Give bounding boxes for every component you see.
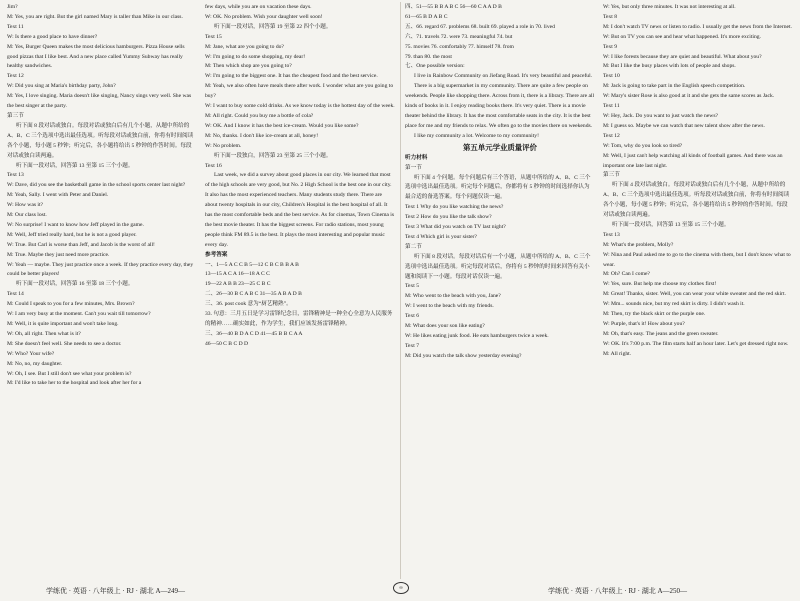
text-line: M: I'd like to take her to the hospital and look after her for a [7,380,142,387]
text-line: 七、One possible version: [405,63,465,70]
text-line: Text 8 [603,13,618,20]
text-line: Text 14 [7,291,24,298]
text-line: 听下面一段对话，回答第 19 至第 22 四个小题。 [213,23,332,30]
text-line: There is a big supermarket in my community. There are quite a few people on weekends. People like shopping there. Across from it, there is a library. There are all kinds of books in it. I enjoy reading books there. It's very quiet. There is a movie theater behind the library. It has the most comfortable seats in the city. It is the best place for me and my friends to relax. We often go to the movies there on weekends. [405,83,595,129]
text-line: 19—22 A B B 23—25 C B C [205,281,271,288]
text-line: W: Hey, Jack. Do you want to just watch the news? [603,112,719,119]
text-line: Text 11 [7,23,24,30]
column-4 [603,3,793,573]
text-line: W: OK. It's 7:00 p.m. The film starts half an hour later. Let's get dressed right now. [603,340,789,347]
text-line: M: Then which shop are you going to? [205,63,292,70]
column-1 [7,3,197,573]
text-line: M: Jack is going to take part in the English speech competition. [603,83,746,90]
text-line: 听下面 8 段对话或独白。每段对话或独白后有几个小题，从题中所给的 A、B、C 三个选项中选出最佳选项。听每段对话或独白前，你将有时间阅读各个小题，每小题 5 秒钟；听完后，各小题将给出 5 秒钟的作答时间。每段对话或独白读两遍。 [7,122,194,159]
text-line: W: Is there a good place to have dinner? [7,33,98,40]
text-line: 75. movies 76. comfortably 77. himself 78. from [405,43,514,50]
text-line: Text 15 [205,33,222,40]
text-line: 听下面一段独白，回答第 23 至第 25 三个小题。 [213,152,332,159]
column-3 [405,3,595,573]
text-line: Text 10 [603,73,620,80]
text-line: M: Did you watch the talk show yesterday evening? [405,352,522,359]
text-line: W: OK. No problem. Wish your daughter well soon! [205,13,323,20]
text-line: W: No problem. [205,142,242,149]
text-line: Text 13 [603,231,620,238]
text-line: W: I want to buy some cold drinks. As we know today is the hottest day of the week. [205,103,395,110]
text-line: M: Could I speak to you for a few minutes, Mrs. Brown? [7,301,135,308]
text-line: W: Who? Your wife? [7,350,55,357]
text-line: W: OK. And I know it has the best ice-cream. Would you like some? [205,122,359,129]
text-line: W: Yes, but only three minutes. It was not interesting at all. [603,4,736,10]
footer-right: 学练优 · 英语 · 八年级上 · RJ · 湖北 A—250— [548,587,688,595]
text-line: W: I'm going to do some shopping, my dear! [205,53,306,60]
text-line: M: Oh? Can I come? [603,271,650,278]
text-line: Text 1 Why do you like watching the news? [405,204,504,211]
text-line: I live in Rainbow Community on Jiefang Road. It's very beautiful and peaceful. [413,73,593,80]
text-line: M: Oh, that's easy. The jeans and the green sweater. [603,330,719,337]
text-line: M: Jane, what are you going to do? [205,43,284,50]
text-line: M: Who went to the beach with you, Jane? [405,293,501,300]
text-line: W: Oh, I see. But I still don't see what your problem is? [7,370,132,377]
text-line: 听下面一段对话，回答第 13 至第 15 三个小题。 [611,221,730,228]
text-line: Text 13 [7,172,24,179]
text-line: 第五单元学业质量评价 [463,142,537,152]
text-line: 二、26—30 B C A B C 31—35 A B A D B [205,291,302,298]
text-line: I like my community a lot. Welcome to my community! [413,132,539,139]
text-line: 听下面 8 段对话。每段对话后有一个小题，从题中所给的 A、B、C 三个选项中选出最佳选项。听完每段对话后，你将有 5 秒钟的时间来回答有关小题和阅读下一小题。每段对话仅读一遍。 [405,253,591,280]
text-line: M: What's the problem, Molly? [603,241,674,248]
text-line: M: True. Maybe they just need more practice. [7,251,110,258]
text-line: M: Yes, I love singing. Maria doesn't like singing, Nancy sings very well. She was the best singer at the party. [7,93,192,110]
text-line: 33. 句意：三月五日是学习雷锋纪念日，雷锋精神是一种全心全意为人民服务的精神……确实如此，作为学生，我们应该发扬雷锋精神。 [205,311,393,327]
page-divider [400,2,401,579]
text-line: Text 6 [405,313,420,320]
text-line: 61—65 B D A B C [405,13,448,20]
text-line: M: No, no, my daughter. [7,360,63,367]
text-line: 五、66. regard 67. problems 68. built 69. played a role in 70. lived [405,23,555,30]
text-line: M: Yes, Burger Queen makes the most delicious hamburgers. Pizza House sells good pizzas that I like best. And a new place called Yummy Subway has really healthy sandwiches. [7,43,185,70]
text-line: 79. than 80. the most [405,53,452,60]
text-line: Text 11 [603,103,620,110]
text-line: W: Nina and Paul asked me to go to the cinema with them, but I don't know what to wear. [603,251,791,268]
text-line: Text 4 Which girl is your sister? [405,233,477,240]
text-line: M: Our class lost. [7,212,47,219]
text-line: 46—50 C B C D D [205,340,249,347]
text-line: 第二节 [405,243,422,250]
text-line: W: He likes eating junk food. He eats hamburgers twice a week. [405,333,549,339]
text-line: few days, while you are on vacation these days. [205,4,312,10]
text-line: Text 12 [603,132,620,139]
text-line: M: Well, Jeff tried really hard, but he is not a good player. [7,231,137,238]
text-line: 参考答案 [205,251,228,258]
text-line: Text 12 [7,73,24,80]
text-line: Text 3 What did you watch on TV last night? [405,224,506,231]
text-line: M: I don't watch TV news or listen to radio. I usually get the news from the Internet. [603,23,792,30]
text-line: M: Yes, you are right. But the girl named Mary is taller than Mike in our class. [7,13,183,20]
text-line: W: True. But Carl is worse than Jeff, and Jacob is the worst of all! [7,241,155,248]
text-line: M: Then, try the black skirt or the purple one. [603,311,706,318]
text-line: 第三节 [7,112,24,119]
text-line: 三、36. post cook 意为“厨艺精熟”。 [205,301,292,308]
text-line: 一、1—5 A C C B 5—12 C B C B B A B [205,261,299,268]
text-line: W: Mary's sister Rose is also good at it and she gets the same scores as Jack. [603,93,775,100]
text-line: W: Yeah — maybe. They just practice once a week. If they practice every day, they could be better players! [7,261,194,278]
text-line: W: I'm going to the biggest one. It has the cheapest food and the best service. [205,73,378,80]
text-line: W: Yes, sure. But help me choose my clothes first! [603,281,717,288]
text-line: Text 16 [205,162,222,169]
center-logo-icon: ∞ [393,582,409,594]
text-line: W: No surprise! I want to know how Jeff played in the game. [7,221,144,228]
text-line: 听下面一段对话，回答第 16 至第 18 三个小题。 [15,281,134,288]
text-line: 第三节 [603,172,620,179]
text-line: M: She doesn't feel well. She needs to see a doctor. [7,340,122,347]
text-line: W: Purple, that's it! How about you? [603,321,685,327]
footer-left: 学练优 · 英语 · 八年级上 · RJ · 湖北 A—249— [46,587,186,595]
text-line: W: I like forests because they are quiet and beautiful. What about you? [603,53,762,60]
text-line: M: Great! Thanks, sister. Well, you can wear your white sweater and the red skirt. [603,291,786,298]
text-line: 听下面一段对话，回答第 13 至第 15 三个小题。 [15,162,134,169]
text-line: M: Well, I just can't help watching all kinds of football games. And there was an important one late last night. [603,152,783,169]
text-line: M: All right. Could you buy me a bottle of cola? [205,112,314,119]
text-line: 听下面 4 个问题。每个问题后有三个答语，从题中所给的 A、B、C 三个选项中选出最佳选项。听完每个问题后，你都将有 5 秒钟的时间选择你认为最合适的备选答案。每个问题仅读一遍。 [405,174,591,201]
text-line: Jim? [7,4,18,10]
text-line: 第一节 [405,164,422,171]
text-line: W: But on TV you can see and hear what happened. It's more exciting. [603,33,761,40]
text-line: M: But I like the busy places with lots of people and shops. [603,63,736,70]
text-line: W: Dave, did you see the basketball game in the school sports center last night? [7,182,186,189]
text-line: W: Did you sing at Maria's birthday party, John? [7,83,116,90]
text-line: W: I went to the beach with my friends. [405,303,494,310]
text-line: M: What does your son like eating? [405,323,485,330]
text-line: 听力材料 [405,154,428,161]
text-line: Last week, we did a survey about good places in our city. We learned that most of the high schools are very good, but No. 2 High School is the best one in our city. It also has the most experienced teachers. Many students study there. There are about twenty hospitals in our city, Children's Hospital is the best hospital of all. It has the most comfortable beds and the best service. As for cinemas, Town Cinema is the best movie theater. It has the biggest screens. For radio stations, most young people think FM 89.5 is the best. It plays the most interesting and popular music every day. [205,172,395,248]
text-line: 三、36—40 B D A C D 41—45 B B C A A [205,330,303,337]
text-line: 13—15 A C A 16—18 A C C [205,271,270,278]
text-line: 听下面 4 段对话或独白。每段对话或独白后有几个小题，从题中所给的 A、B、C 三个选项中选出最佳选项。听每段对话或独白前，你将有时间阅读各个小题，每小题 5 秒钟；听完后，各小题将给出 5 秒钟的作答时间。每段对话或独白读两遍。 [603,182,790,219]
text-line: W: Mm... sounds nice, but my red skirt is dirty. I didn't wash it. [603,301,745,308]
text-line: Text 2 How do you like the talk show? [405,214,492,221]
text-line: 四、51—55 B B A B C 56—60 C A A D B [405,4,502,10]
text-line: M: Well, it is quite important and won't take long. [7,321,119,327]
text-line: M: I guess so. Maybe we can watch that new talent show after the news. [603,122,765,129]
column-2 [205,3,395,573]
text-line: W: Oh, all right. Then what is it? [7,330,81,337]
text-line: M: Yeah, we also often have meals there after work. I wonder what are you going to buy? [205,83,394,100]
text-line: Text 5 [405,283,420,290]
text-line: M: All right. [603,350,632,357]
text-line: W: I am very busy at the moment. Can't you wait till tomorrow? [7,311,151,318]
text-line: W: Tom, why do you look so tired? [603,142,683,149]
text-line: Text 7 [405,342,420,349]
text-line: M: Yeah, Sally. I went with Peter and Daniel. [7,192,109,199]
text-line: Text 9 [603,43,618,50]
text-line: M: No, thanks. I don't like ice-cream at all, honey! [205,132,319,139]
text-line: W: How was it? [7,202,43,209]
text-line: 六、71. travels 72. were 73. meaningful 74. but [405,33,513,40]
